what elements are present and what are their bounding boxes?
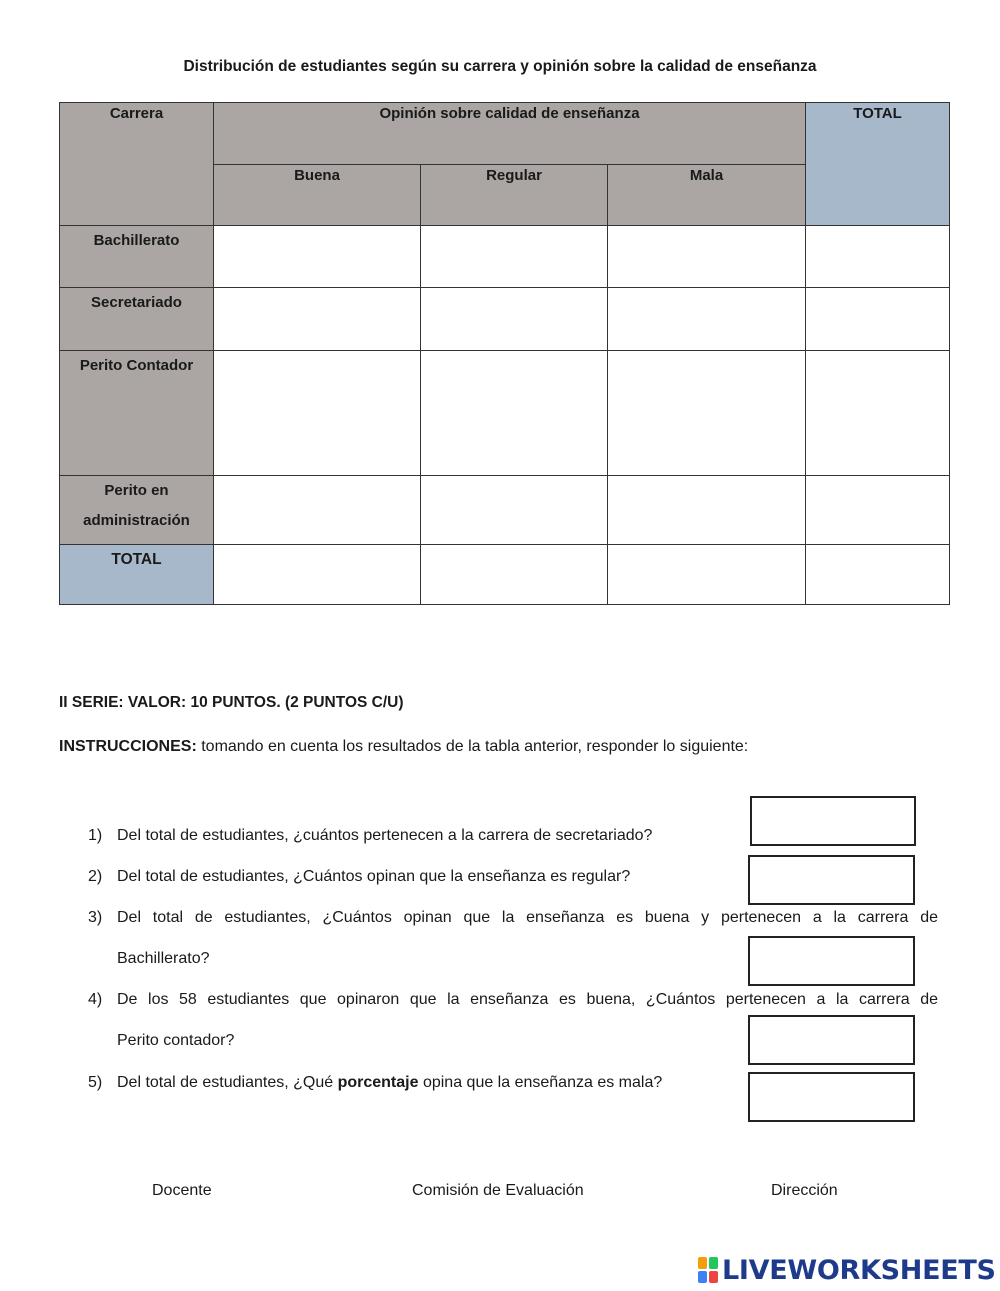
cell-perito-contador-total[interactable] (806, 351, 950, 476)
table-row (60, 288, 950, 351)
distribution-table (59, 102, 950, 605)
question-text: Del total de estudiantes, ¿Cuántos opinan que la enseñanza es regular? (117, 868, 631, 885)
logo-text: LIVEWORKSHEETS (722, 1254, 996, 1286)
cell-perito-administracion-buena[interactable] (214, 476, 421, 545)
cell-secretariado-regular[interactable] (421, 288, 608, 351)
page-title: Distribución de estudiantes según su carrera y opinión sobre la calidad de enseñanza (183, 58, 817, 75)
row-label-secretariado: Secretariado (60, 288, 214, 351)
question-number: 2) (88, 868, 103, 885)
question-number: 4) (88, 991, 103, 1008)
cell-bachillerato-mala[interactable] (608, 226, 806, 288)
header-opinion: Opinión sobre calidad de enseñanza (214, 103, 806, 165)
header-regular: Regular (421, 165, 608, 226)
cell-perito-contador-buena[interactable] (214, 351, 421, 476)
cell-perito-contador-regular[interactable] (421, 351, 608, 476)
question-text-part: opina que la enseñanza es mala? (418, 1074, 663, 1091)
question-number: 5) (88, 1074, 103, 1091)
answer-box-5[interactable] (748, 1072, 915, 1122)
question-text-part: Del total de estudiantes, ¿Qué (117, 1074, 338, 1091)
row-label-bachillerato: Bachillerato (60, 226, 214, 288)
table-row (60, 476, 950, 545)
cell-secretariado-total[interactable] (806, 288, 950, 351)
table-row (60, 351, 950, 476)
logo-square (709, 1257, 718, 1269)
question-text: Del total de estudiantes, ¿cuántos pertenecen a la carrera de secretariado? (117, 827, 653, 844)
cell-bachillerato-total[interactable] (806, 226, 950, 288)
cell-perito-administracion-regular[interactable] (421, 476, 608, 545)
cell-perito-administracion-mala[interactable] (608, 476, 806, 545)
cell-secretariado-buena[interactable] (214, 288, 421, 351)
question-text-bold: porcentaje (337, 1074, 419, 1091)
logo-icon (698, 1257, 718, 1283)
header-mala: Mala (608, 165, 806, 226)
logo-square (709, 1271, 718, 1283)
signature-direccion: Dirección (771, 1182, 838, 1199)
cell-perito-contador-mala[interactable] (608, 351, 806, 476)
answer-box-1[interactable] (750, 796, 916, 846)
table-row (60, 226, 950, 288)
row-label-line2: administración (83, 512, 190, 529)
question-number: 1) (88, 827, 103, 844)
answer-box-3[interactable] (748, 936, 915, 986)
row-label-total: TOTAL (60, 545, 214, 605)
cell-total-mala[interactable] (608, 545, 806, 605)
answer-box-2[interactable] (748, 855, 915, 905)
cell-total-total[interactable] (806, 545, 950, 605)
series-heading: II SERIE: VALOR: 10 PUNTOS. (2 PUNTOS C/U) (59, 694, 404, 711)
signature-comision: Comisión de Evaluación (412, 1182, 584, 1199)
question-text: Del total de estudiantes, ¿Cuántos opinan que la enseñanza es buena y pertenecen a la carrera de (117, 909, 938, 926)
logo-square (698, 1257, 707, 1269)
table-row (60, 545, 950, 605)
instructions-text: tomando en cuenta los resultados de la tabla anterior, responder lo siguiente: (196, 738, 749, 755)
cell-total-buena[interactable] (214, 545, 421, 605)
header-buena: Buena (214, 165, 421, 226)
header-total: TOTAL (806, 103, 950, 226)
logo-square (698, 1271, 707, 1283)
instructions (59, 738, 748, 756)
liveworksheets-logo (698, 1255, 996, 1285)
header-carrera: Carrera (60, 103, 214, 226)
answer-box-4[interactable] (748, 1015, 915, 1065)
cell-perito-administracion-total[interactable] (806, 476, 950, 545)
cell-bachillerato-regular[interactable] (421, 226, 608, 288)
cell-total-regular[interactable] (421, 545, 608, 605)
question-text-continued: Perito contador? (117, 1032, 235, 1049)
row-label-perito-administracion (60, 476, 214, 545)
row-label-line1: Perito en (104, 482, 169, 499)
instructions-label: INSTRUCCIONES: (59, 738, 197, 755)
signature-docente: Docente (152, 1182, 212, 1199)
question-text: De los 58 estudiantes que opinaron que la enseñanza es buena, ¿Cuántos pertenecen a la carrera de (117, 991, 938, 1008)
cell-secretariado-mala[interactable] (608, 288, 806, 351)
question-number: 3) (88, 909, 103, 926)
question-text-continued: Bachillerato? (117, 950, 210, 967)
cell-bachillerato-buena[interactable] (214, 226, 421, 288)
row-label-perito-contador: Perito Contador (60, 351, 214, 476)
